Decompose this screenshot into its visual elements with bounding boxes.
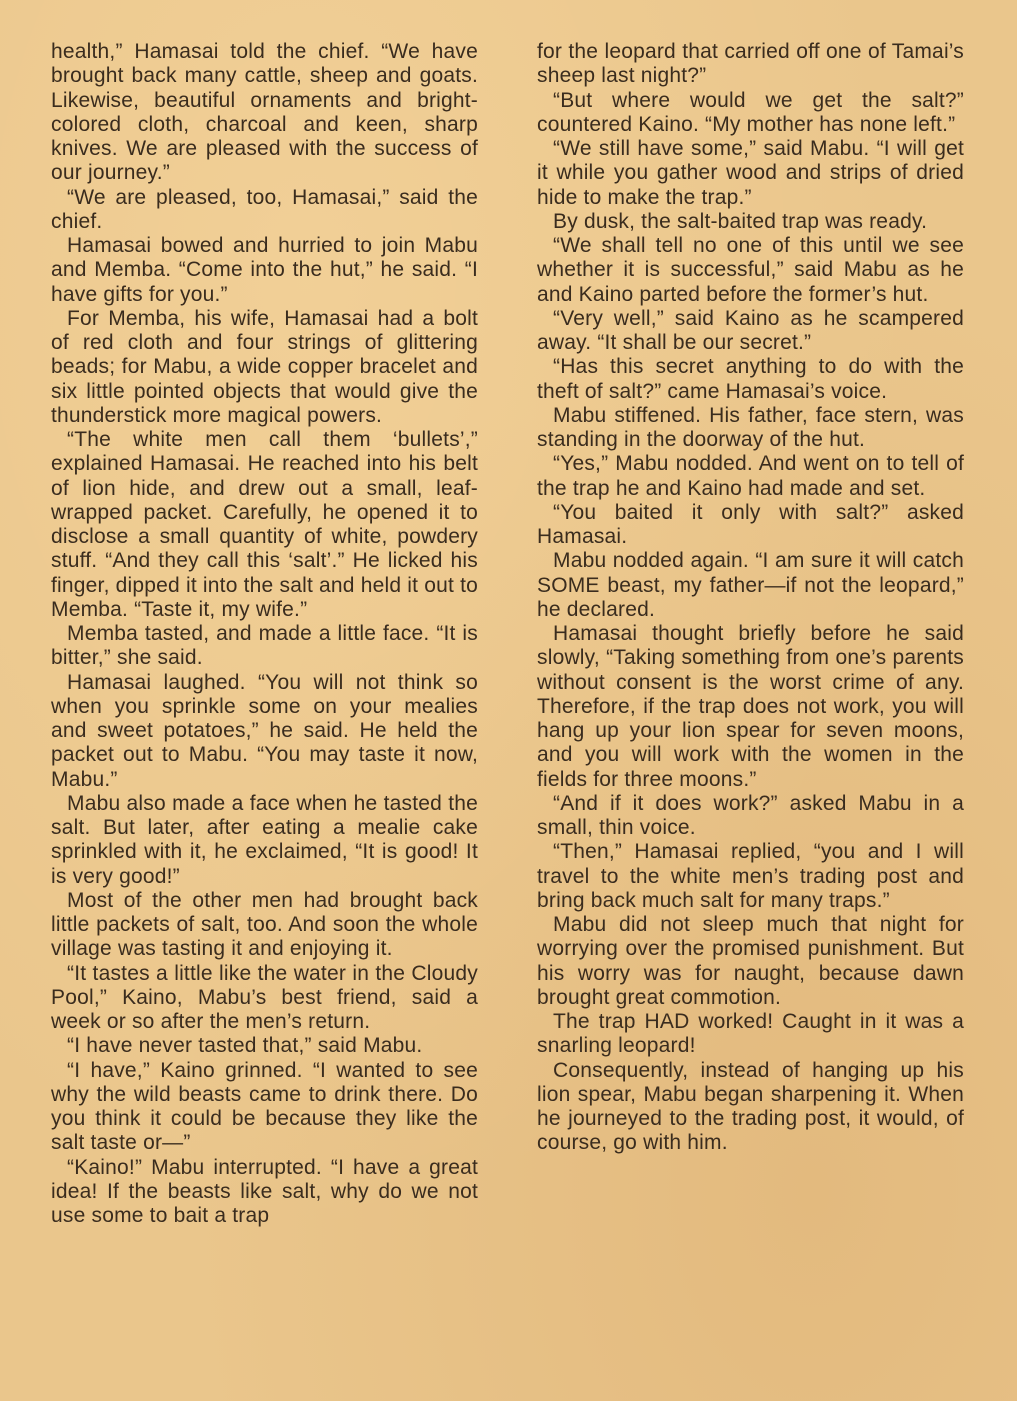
left-text-column xyxy=(51,40,478,1228)
paragraph: health,” Hamasai told the chief. “We have brought back many cattle, sheep and goats. Likewise, beautiful ornaments and bright-colored cloth, charcoal and keen, sharp knives. We are pleased with the success of our journey.” xyxy=(51,40,478,185)
paragraph: “We are pleased, too, Hamasai,” said the chief. xyxy=(51,185,478,233)
paragraph: Most of the other men had brought back little packets of salt, too. And soon the whole village was tasting it and enjoying it. xyxy=(51,888,478,961)
paragraph: Mabu also made a face when he tasted the salt. But later, after eating a mealie cake sprinkled with it, he exclaimed, “It is good! It is very good!” xyxy=(51,791,478,888)
paragraph: “Then,” Hamasai replied, “you and I will travel to the white men’s trading post and bring back much salt for many traps.” xyxy=(537,840,964,912)
paragraph: Mabu nodded again. “I am sure it will catch SOME beast, my father—if not the leopard,” he declared. xyxy=(537,549,964,621)
paragraph: “It tastes a little like the water in the Cloudy Pool,” Kaino, Mabu’s best friend, said a week or so after the men’s return. xyxy=(51,961,478,1033)
paragraph: Memba tasted, and made a little face. “It is bitter,” she said. xyxy=(51,622,478,670)
paragraph: “We shall tell no one of this until we see whether it is successful,” said Mabu as he and Kaino parted before the former’s hut. xyxy=(537,234,964,306)
paragraph: for the leopard that carried off one of Tamai’s sheep last night?” xyxy=(537,40,964,88)
paragraph: “Yes,” Mabu nodded. And went on to tell of the trap he and Kaino had made and set. xyxy=(537,452,964,500)
paragraph: “The white men call them ‘bullets’,” explained Hamasai. He reached into his belt of lion hide, and drew out a small, leaf-wrapped packet. Carefully, he opened it to disclose a small quantity of white, powdery stuff. “And they call this ‘salt’.” He licked his finger, dipped it into the salt and held it out to Memba. “Taste it, my wife.” xyxy=(51,428,478,621)
paragraph: Hamasai laughed. “You will not think so when you sprinkle some on your mealies and sweet potatoes,” he said. He held the packet out to Mabu. “You may taste it now, Mabu.” xyxy=(51,670,478,791)
paragraph: By dusk, the salt-baited trap was ready. xyxy=(553,209,928,233)
paragraph: Mabu stiffened. His father, face stern, was standing in the doorway of the hut. xyxy=(537,403,964,451)
paragraph: “I have never tasted that,” said Mabu. xyxy=(67,1034,423,1058)
paragraph: “Has this secret anything to do with the theft of salt?” came Hamasai’s voice. xyxy=(537,355,964,403)
paragraph: “Very well,” said Kaino as he scampered away. “It shall be our secret.” xyxy=(537,306,964,354)
paragraph: Hamasai bowed and hurried to join Mabu and Memba. “Come into the hut,” he said. “I have gifts for you.” xyxy=(51,234,478,306)
right-text-column xyxy=(537,40,964,1156)
paragraph: For Memba, his wife, Hamasai had a bolt of red cloth and four strings of glittering beads; for Mabu, a wide copper bracelet and six little pointed objects that would give the thunderstick more magical powers. xyxy=(51,306,478,427)
paragraph: “I have,” Kaino grinned. “I wanted to see why the wild beasts came to drink there. Do you think it could be because they like the salt taste or—” xyxy=(51,1058,478,1155)
paragraph: “You baited it only with salt?” asked Hamasai. xyxy=(537,500,964,548)
paragraph: “And if it does work?” asked Mabu in a small, thin voice. xyxy=(537,791,964,839)
paragraph: “But where would we get the salt?” countered Kaino. “My mother has none left.” xyxy=(537,88,964,136)
paragraph: The trap HAD worked! Caught in it was a snarling leopard! xyxy=(537,1010,964,1058)
paragraph: Hamasai thought briefly before he said slowly, “Taking something from one’s parents without consent is the worst crime of any. Therefore, if the trap does not work, you will hang up your lion spear for seven moons, and you will work with the women in the fields for three moons.” xyxy=(537,622,964,791)
paragraph: Mabu did not sleep much that night for worrying over the promised punishment. But his worry was for naught, because dawn brought great commotion. xyxy=(537,913,964,1009)
paragraph: Consequently, instead of hanging up his lion spear, Mabu began sharpening it. When he journeyed to the trading post, it would, of course, go with him. xyxy=(537,1058,964,1155)
paragraph: “We still have some,” said Mabu. “I will get it while you gather wood and strips of dried hide to make the trap.” xyxy=(537,137,964,209)
paragraph: “Kaino!” Mabu interrupted. “I have a great idea! If the beasts like salt, why do we not use some to bait a trap xyxy=(51,1155,478,1227)
